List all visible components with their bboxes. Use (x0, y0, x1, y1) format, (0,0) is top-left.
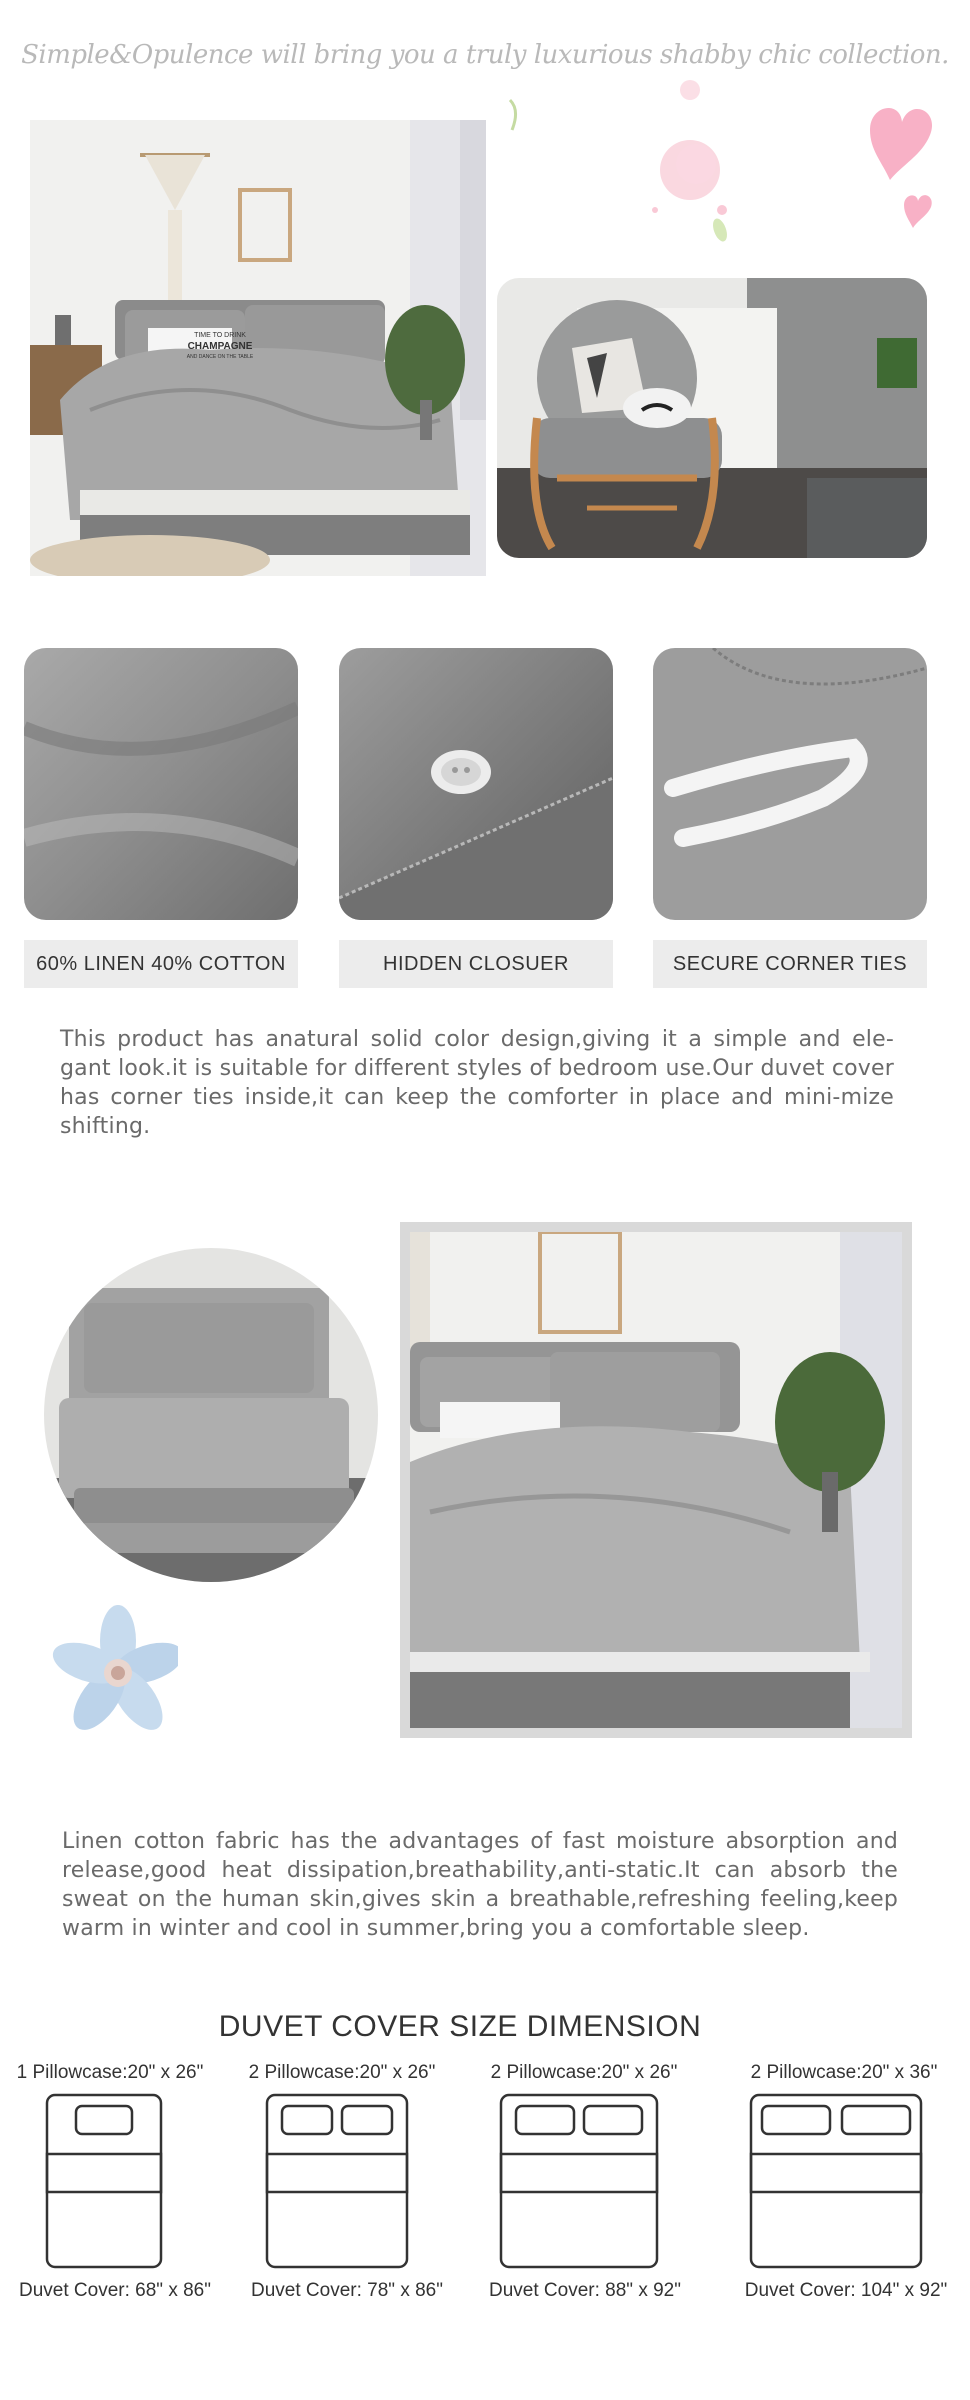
decor-hearts (490, 70, 970, 290)
size-4-pillowcase: 2 Pillowcase:20" x 36" (750, 2062, 938, 2083)
product-description: This product has anatural solid color design,giving it a simple and ele-gant look.it is suitable for different styles of bedroom use.Our duvet cover has corner ties inside,it can keep the comforter in place and mini-mize shifting. (60, 1027, 894, 1139)
feature-photo-linen (24, 648, 298, 920)
size-4-duvet: Duvet Cover: 104" x 92" (744, 2280, 948, 2301)
bed-icon-single (44, 2092, 174, 2272)
size-3-pillowcase: 2 Pillowcase:20" x 26" (490, 2062, 678, 2083)
bedroom-photo (30, 120, 486, 576)
flower-decoration (48, 1605, 178, 1735)
bed-icon-queen (498, 2092, 662, 2272)
size-1-pillowcase: 1 Pillowcase:20" x 26" (16, 2062, 204, 2083)
pillow-print (178, 330, 262, 363)
dimension-title: DUVET COVER SIZE DIMENSION (218, 2010, 702, 2043)
pillow-print-line3: AND DANCE ON THE TABLE (186, 354, 254, 360)
bed-icon-full (264, 2092, 412, 2272)
feature-photo-closure (339, 648, 613, 920)
size-3-duvet: Duvet Cover: 88" x 92" (489, 2280, 681, 2301)
feature-photo-ties (653, 648, 927, 920)
pillow-print-line1: TIME TO DRINK (194, 332, 246, 339)
tagline: Simple&Opulence will bring you a truly luxurious shabby chic collection. (21, 40, 949, 70)
feature-label-closure: HIDDEN CLOSUER (339, 940, 613, 988)
size-1-duvet: Duvet Cover: 68" x 86" (19, 2280, 211, 2301)
bed-photo (410, 1232, 902, 1728)
pillow-print-line2: CHAMPAGNE (187, 341, 253, 352)
fabric-description: Linen cotton fabric has the advantages of fast moisture absorption and release,good heat dissipation,breathability,anti-static.It can absorb the sweat on the human skin,gives skin a breathable,refreshing feeling,keep warm in winter and cool in summer,bring you a comfortable sleep. (62, 1829, 898, 1941)
bed-icon-king (748, 2092, 926, 2272)
size-2-pillowcase: 2 Pillowcase:20" x 26" (248, 2062, 436, 2083)
feature-label-linen: 60% LINEN 40% COTTON (24, 940, 298, 988)
armchair-photo (497, 278, 927, 558)
pillow-circle-photo (44, 1248, 378, 1582)
bed-photo-frame (400, 1222, 912, 1738)
size-2-duvet: Duvet Cover: 78" x 86" (251, 2280, 443, 2301)
feature-label-ties: SECURE CORNER TIES (653, 940, 927, 988)
